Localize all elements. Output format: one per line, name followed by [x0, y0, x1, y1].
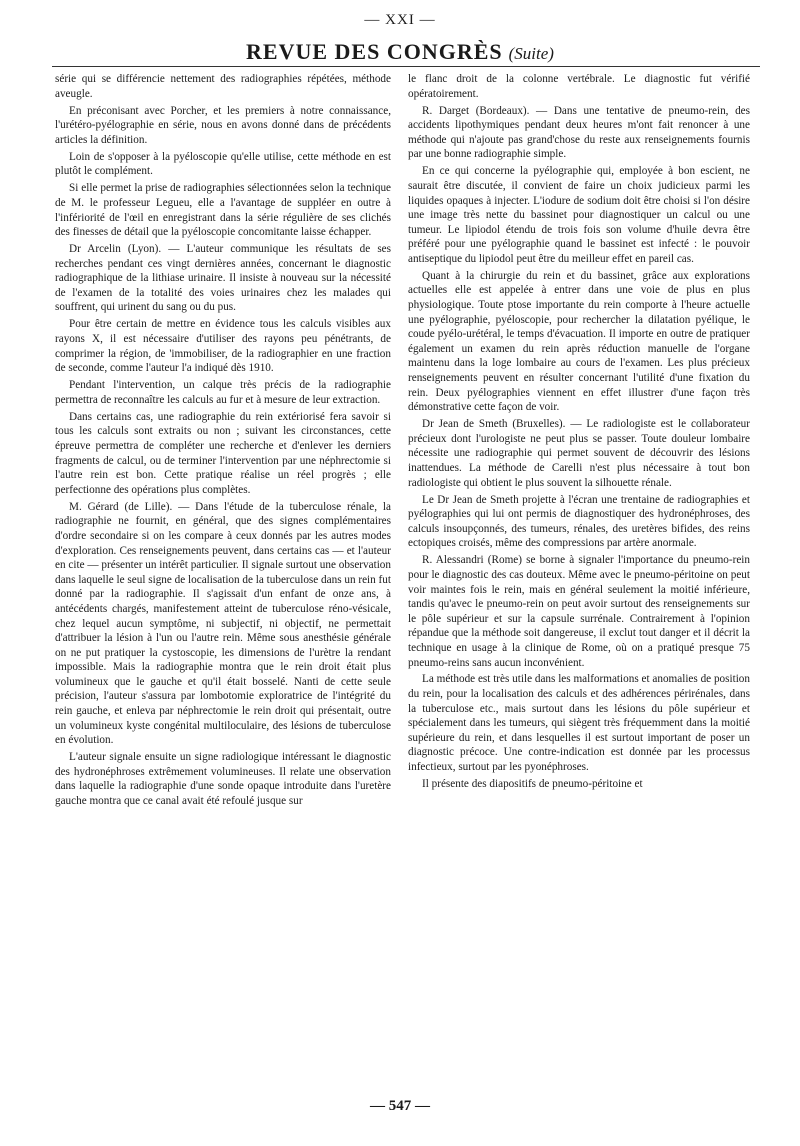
paragraph: Le Dr Jean de Smeth projette à l'écran une trentaine de radiographies et pyélographies qui lui ont permis de diagnostiquer des hydronéphroses, des calculs insoupçonnés, des tumeurs, rénales, des uretères bifides, des reins ectopiques croisés, même des compressions par artère anormale.: [408, 493, 750, 550]
paragraph: Il présente des diapositifs de pneumo-péritoine et: [422, 778, 643, 791]
paragraph: Pour être certain de mettre en évidence tous les calculs visibles aux rayons X, il est nécessaire d'utiliser des rayons peu pénétrants, de comprimer la région, de 'immobiliser, de la radiographier en une fraction de seconde, comme l'auteur l'a indiqué dès 1910.: [55, 318, 391, 375]
paragraph: R. Darget (Bordeaux). — Dans une tentative de pneumo-rein, des accidents lipothymiques pendant deux heures m'ont fait renoncer à une méthode qui n'ajoute pas grand'chose du reste aux renseignements fournis par une bonne radiographie simple.: [408, 104, 750, 161]
paragraph: série qui se différencie nettement des radiographies répétées, méthode aveugle.: [55, 73, 391, 100]
paragraph: Dr Jean de Smeth (Bruxelles). — Le radiologiste est le collaborateur précieux dont l'urologiste ne peut plus se passer. Toute douleur lombaire nécessite une radiographie qui permet souvent de découvrir des lésions inattendues. La méthode de Carelli n'est plus nécessaire à tout bon radiologiste qui obtient le plus souvent la silhouette rénale.: [408, 418, 750, 489]
right-column: [408, 72, 750, 1102]
paragraph: M. Gérard (de Lille). — Dans l'étude de la tuberculose rénale, la radiographie ne fournit, en général, que des signes complémentaires d'ordre secondaire si on les compare à ceux donnés par les autres modes d'exploration. Ces renseignements peuvent, dans certains cas — et l'auteur en cite — présenter un intérêt particulier. Il signale surtout une observation dans laquelle le seul signe de localisation de la tuberculose dans un rein fut donné par la radiographie. Il s'agissait d'un enfant de onze ans, à antécédents chargés, manifestement atteint de tuberculose réno-vésicale, chez lequel aucun symptôme, ni subjectif, ni objectif, ne permettait d'attribuer la lésion à l'un ou l'autre rein. Même sous anesthésie générale on ne put pratiquer la cystoscopie, les dimensions de l'urètre la rendant impossible. Mais la radiographie montra que le rein droit était plus volumineux que le gauche et qu'il était bosselé. Nanti de cette seule précision, l'auteur s'assura par lombotomie exploratrice de l'intégrité du rein gauche, et enleva par néphrectomie le rein droit qui présentait, outre un volumineux kyste congénital multiloculaire, des lésions de tuberculose en évolution.: [55, 500, 391, 747]
paragraph: R. Alessandri (Rome) se borne à signaler l'importance du pneumo-rein pour le diagnostic des cas douteux. Même avec le pneumo-péritoine on peut voir maintes fois le rein, mais en général seulement la moitié inférieure, tandis qu'avec le pneumo-rein on peut avoir surtout des renseignements sur le pôle supérieur et sur la capsule surrénale. Contrairement à l'opinion répandue que la méthode soit dangereuse, il exclut tout danger et il décrit la technique en usage à la clinique de Rome, où on a pratiqué presque 75 pneumo-reins sans aucun inconvénient.: [408, 554, 750, 669]
page-title: [0, 39, 800, 65]
paragraph: Loin de s'opposer à la pyéloscopie qu'elle utilise, cette méthode en est plutôt le complément.: [55, 150, 391, 178]
paragraph: Quant à la chirurgie du rein et du bassinet, grâce aux explorations actuelles elle est appelée à entrer dans une voie de plus en plus physiologique. Toute ptose importante du rein comporte à l'heure actuelle une pyélographie, pyéloscopie, pour rechercher la dilatation pyélique, le coude pyélo-urétéral, le temps d'évacuation. Il importe en outre de pratiquer également un examen du rein après réduction manuelle de l'organe maintenu dans la loge lombaire au cours de l'examen. Les plus précieux renseignements peuvent en résulter concernant l'utilité d'une fixation du rein. Deux pyélographies viennent en effet illustrer d'une façon très démonstrative cette façon de voir.: [408, 269, 750, 414]
paragraph: Dans certains cas, une radiographie du rein extériorisé fera savoir si tous les calculs sont extraits ou non ; suivant les circonstances, cette épreuve permettra de compléter une recherche et d'enlever les derniers fragments de calcul, ou de terminer l'intervention par une néphrectomie si l'autre rein est bon. Cette pratique réalise un réel progrès ; elle perfectionne des opérations plus complètes.: [55, 410, 391, 496]
page-number: — 547 —: [370, 1098, 430, 1114]
left-column: [55, 72, 391, 1102]
paragraph: Si elle permet la prise de radiographies sélectionnées selon la technique de M. le professeur Legueu, elle a l'avantage de suppléer en outre à l'infériorité de l'œil en enregistrant dans la série régulière de ses clichés des finesses de détail que la pyéloscopie concomitante laisse échapper.: [55, 182, 391, 239]
title-text: REVUE DES CONGRÈS: [246, 39, 503, 64]
paragraph: La méthode est très utile dans les malformations et anomalies de position du rein, pour la localisation des calculs et des adhérences périrénales, dans la tuberculose etc., mais surtout dans les lésions du pôle supérieur et spécialement dans les tumeurs, qui siègent très fréquemment dans la moitié supérieure du rein, et dans lesquelles il est surtout important de poser un diagnostic précoce. Une contre-indication est donnée par les processus infectieux, surtout par les pyonéphroses.: [408, 673, 750, 774]
header-divider: [52, 66, 760, 67]
paragraph: le flanc droit de la colonne vertébrale. Le diagnostic fut vérifié opératoirement.: [408, 73, 750, 100]
paragraph: En ce qui concerne la pyélographie qui, employée à bon escient, ne saurait être discutée, il convient de faire un choix judicieux parmi les liquides opaques à injecter. L'iodure de sodium doit être choisi si l'on désire une image très nette du bassinet pour diagnostiquer un calcul ou une tumeur. Le lipiodol étendu de trois fois son volume d'huile devra être préféré pour une pyélographie quand le bassinet est infecté : le pouvoir antiseptique du lipiodol peut être du meilleur effet en pareil cas.: [408, 165, 750, 265]
paragraph: L'auteur signale ensuite un signe radiologique intéressant le diagnostic des hydronéphroses extrêmement volumineuses. Il relate une observation dans laquelle la radiographie d'une sonde opaque introduite dans l'uretère gauche montra que ce canal avait été refoulé jusque sur: [55, 751, 391, 808]
paragraph: En préconisant avec Porcher, et les premiers à notre connaissance, l'urétéro-pyélographie en série, nous en avons donné dans de précédents articles la définition.: [55, 104, 391, 146]
page-roman-numeral: — XXI —: [364, 12, 436, 28]
paragraph: Pendant l'intervention, un calque très précis de la radiographie permettra de reconnaître les calculs au fur et à mesure de leur extraction.: [55, 379, 391, 406]
paragraph: Dr Arcelin (Lyon). — L'auteur communique les résultats de ses recherches pendant ces vingt dernières années, concernant le diagnostic radiographique de la lithiase urinaire. Il insiste à nouveau sur la nécessité de l'examen de la totalité des voies urinaires chez les malades qui souffrent, qui urinent du sang ou du pus.: [55, 243, 391, 314]
title-suffix: (Suite): [508, 44, 554, 63]
